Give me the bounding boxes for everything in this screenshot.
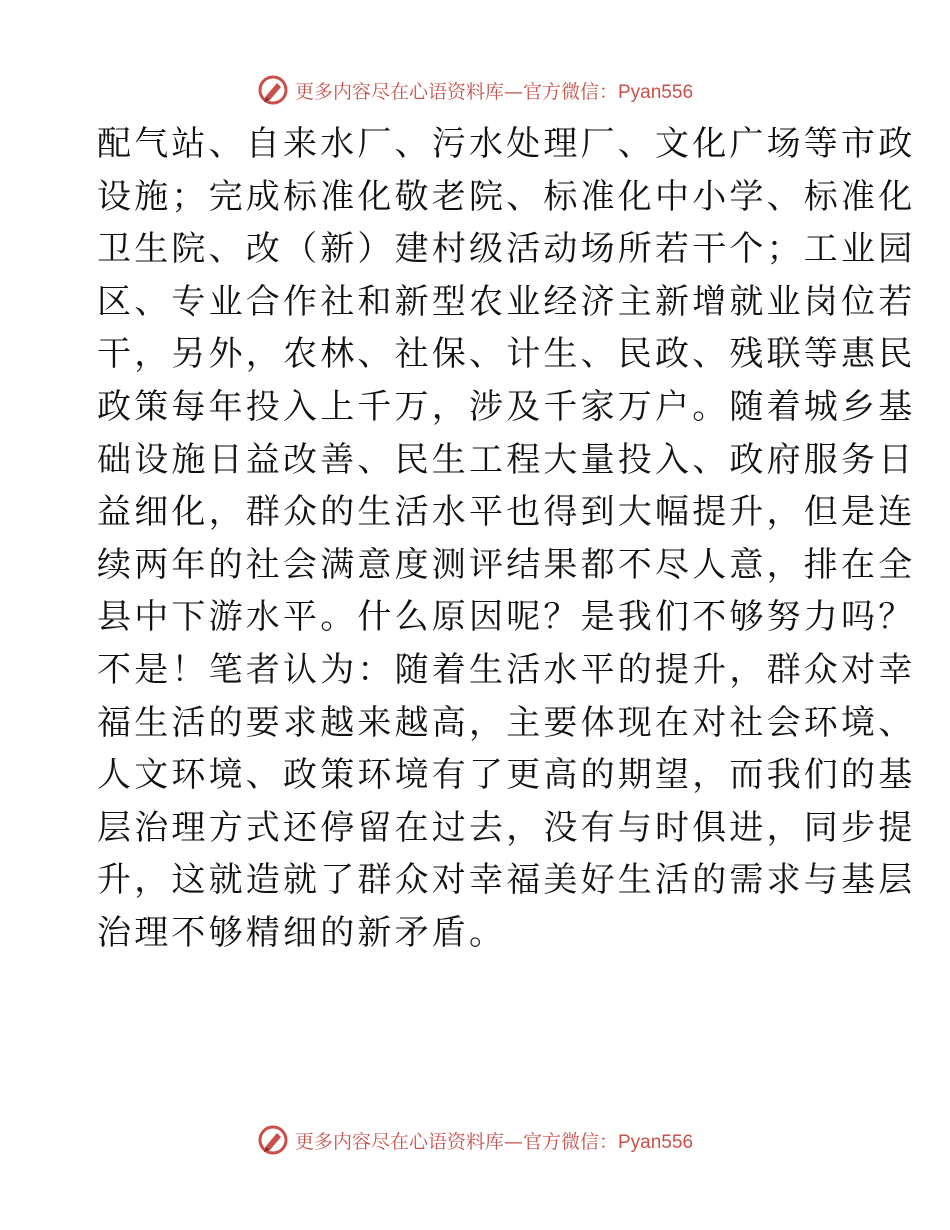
body-paragraph	[97, 118, 916, 960]
watermark-text: 更多内容尽在心语资料库—官方微信：Pyan556	[294, 1130, 694, 1153]
text-line: 续两年的社会满意度测评结果都不尽人意，排在全	[97, 544, 916, 585]
text-line: 卫生院、改（新）建村级活动场所若干个；工业园	[97, 229, 916, 270]
text-line: 益细化，群众的生活水平也得到大幅提升，但是连	[97, 492, 916, 533]
text-line: 不是！笔者认为：随着生活水平的提升，群众对幸	[97, 649, 916, 690]
pen-logo-icon	[257, 1124, 289, 1156]
text-line: 升，这就造就了群众对幸福美好生活的需求与基层	[97, 860, 916, 901]
text-line: 人文环境、政策环境有了更高的期望，而我们的基	[97, 755, 916, 796]
text-line: 础设施日益改善、民生工程大量投入、政府服务日	[97, 439, 916, 480]
text-line: 治理不够精细的新矛盾。	[97, 912, 507, 953]
text-line: 政策每年投入上千万，涉及千家万户。随着城乡基	[97, 386, 916, 427]
pen-logo-icon	[257, 74, 289, 106]
watermark-text: 更多内容尽在心语资料库—官方微信：Pyan556	[294, 80, 694, 103]
text-line: 层治理方式还停留在过去，没有与时俱进，同步提	[97, 807, 916, 848]
footer-watermark	[0, 1122, 950, 1158]
text-line: 区、专业合作社和新型农业经济主新增就业岗位若	[97, 281, 916, 322]
text-line: 福生活的要求越来越高，主要体现在对社会环境、	[97, 702, 916, 743]
text-line: 设施；完成标准化敬老院、标准化中小学、标准化	[97, 176, 916, 217]
text-line: 县中下游水平。什么原因呢？是我们不够努力吗？	[97, 597, 916, 638]
text-line: 配气站、自来水厂、污水处理厂、文化广场等市政	[97, 124, 916, 164]
text-line: 干，另外，农林、社保、计生、民政、残联等惠民	[97, 334, 916, 375]
header-watermark	[0, 72, 950, 108]
